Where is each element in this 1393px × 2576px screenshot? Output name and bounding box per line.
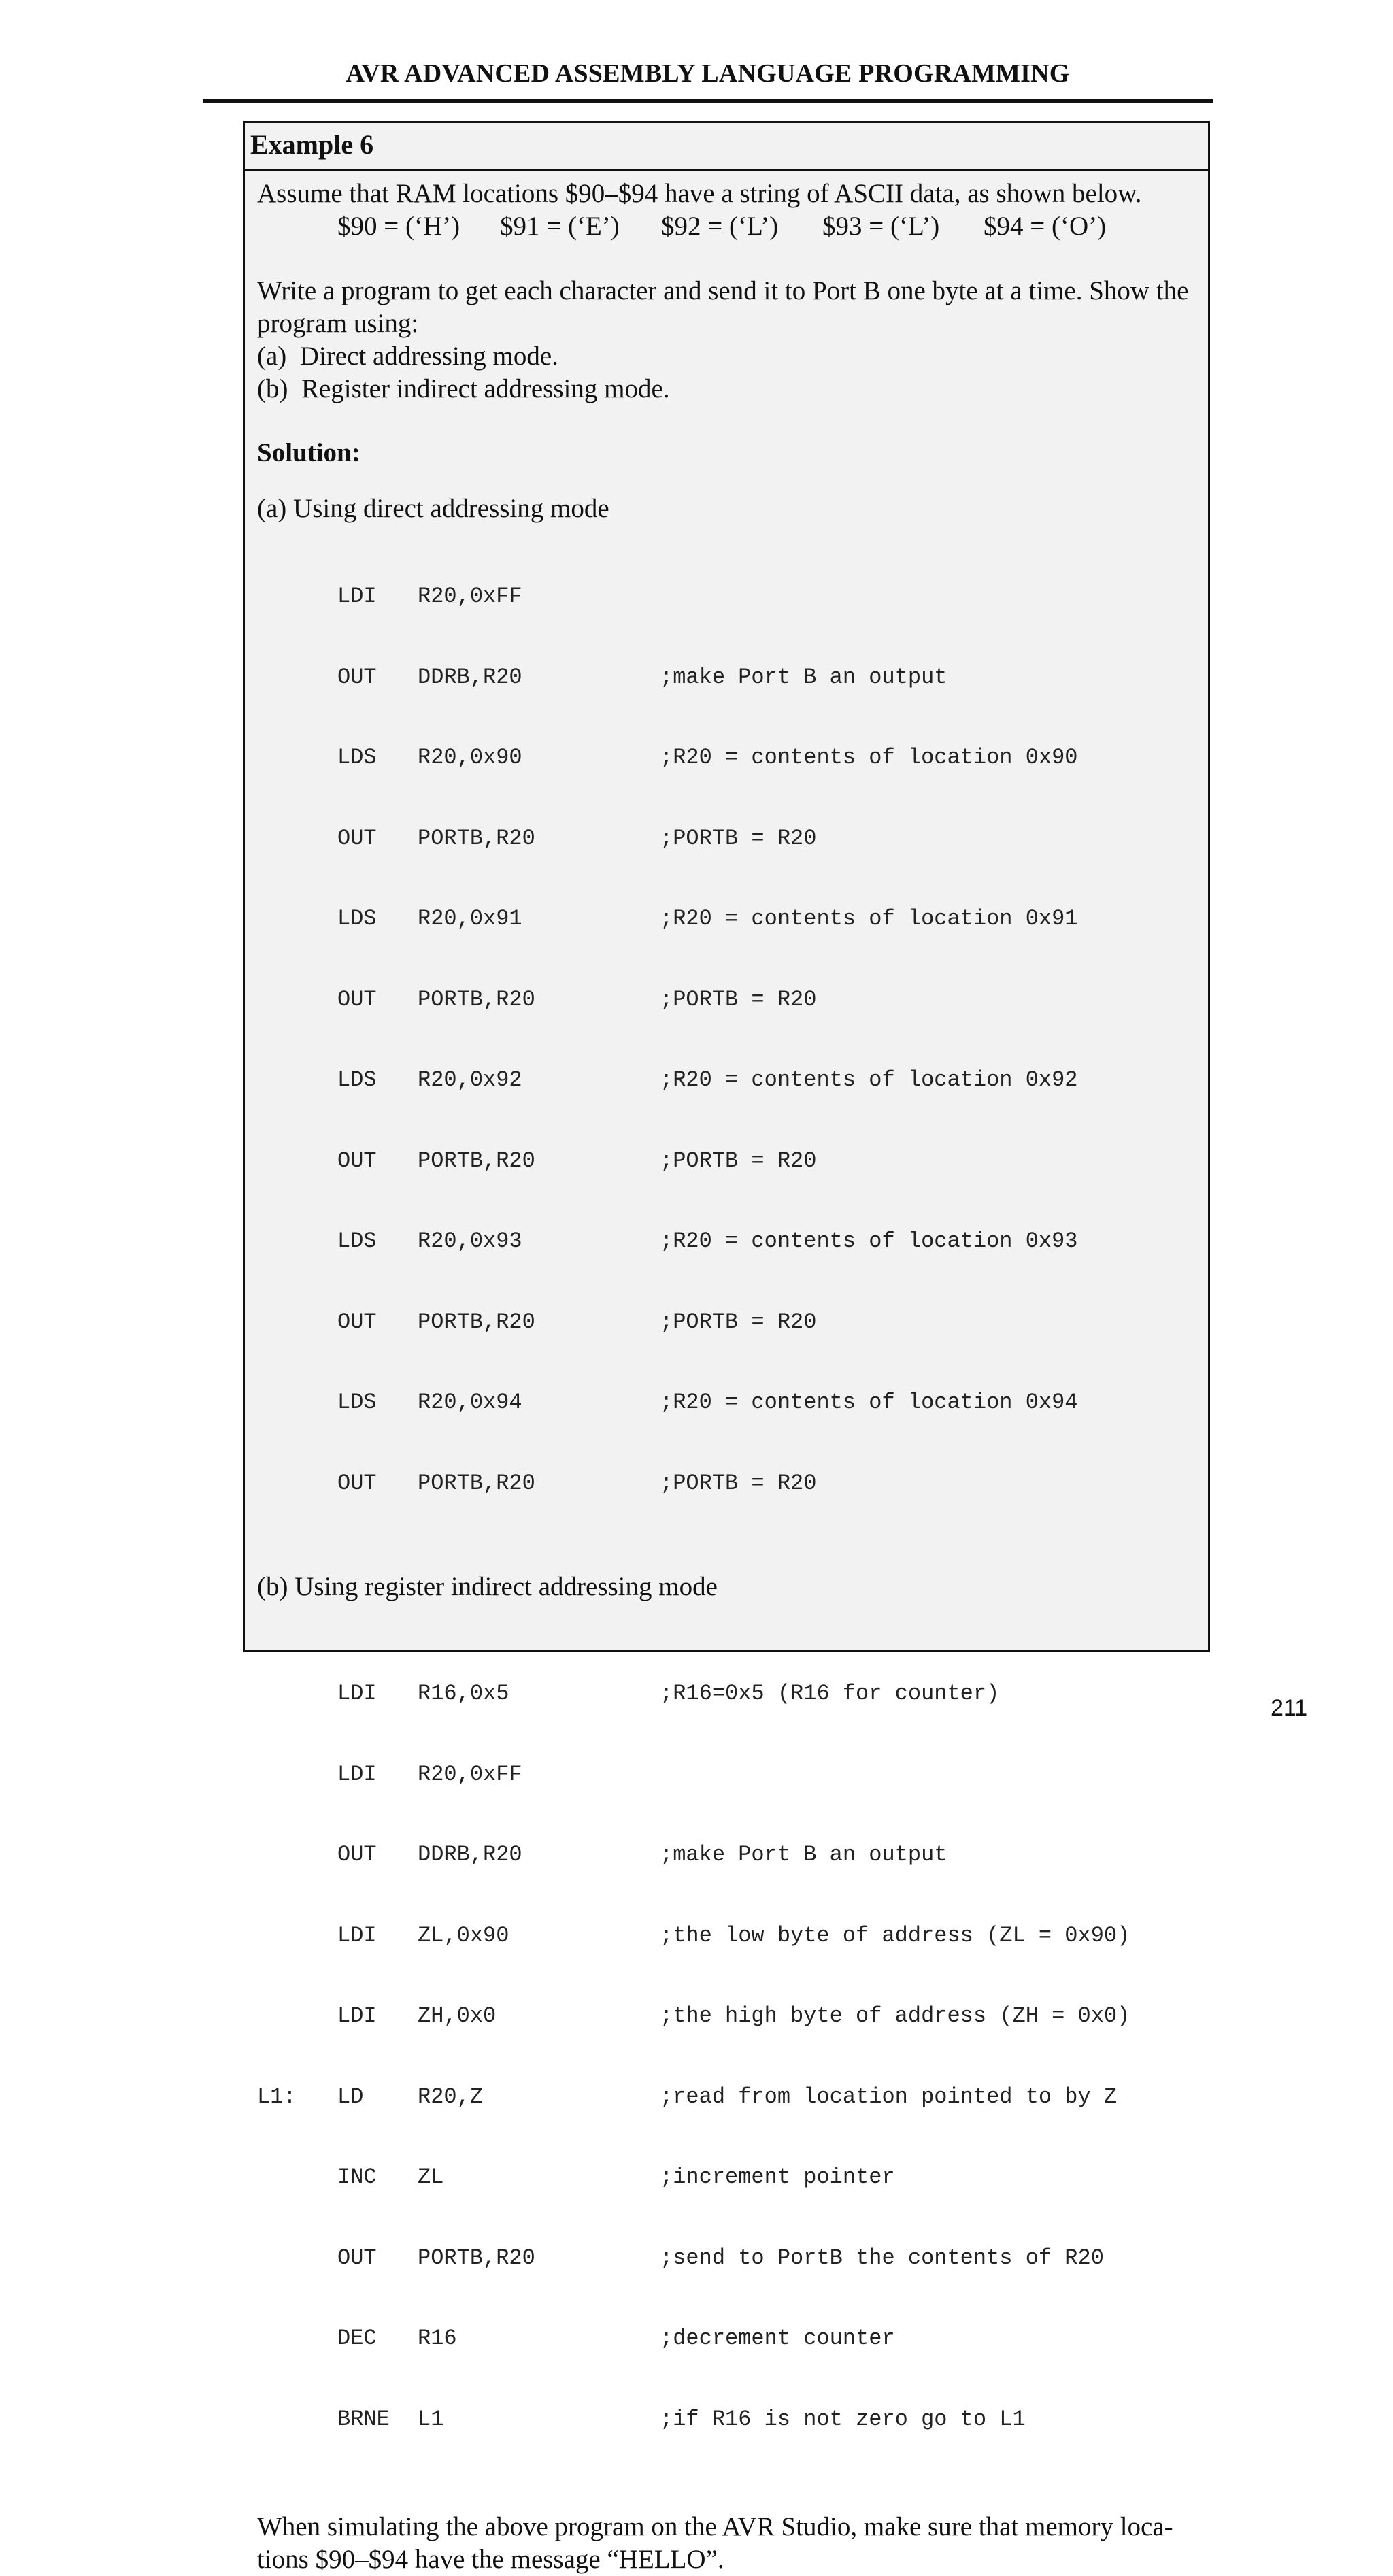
code-line	[257, 2084, 1200, 2111]
code-comment: ;R20 = contents of location 0x94	[660, 1390, 1078, 1415]
example-title: Example 6	[250, 129, 374, 160]
code-comment: ;send to PortB the contents of R20	[660, 2245, 1104, 2271]
code-line	[257, 1470, 1200, 1497]
code-operands: ZL,0x90	[418, 1922, 509, 1948]
code-operands: ZL	[418, 2164, 444, 2190]
code-operands: PORTB,R20	[418, 825, 535, 851]
address-item: $94 = (‘O’)	[984, 212, 1107, 241]
code-line	[257, 2245, 1200, 2272]
code-line	[257, 1067, 1200, 1094]
code-line	[257, 1841, 1200, 1869]
code-comment: ;R20 = contents of location 0x92	[660, 1067, 1078, 1092]
code-comment: ;R20 = contents of location 0x93	[660, 1228, 1078, 1254]
example-content	[257, 178, 1200, 2574]
code-opcode: BRNE	[337, 2406, 390, 2432]
code-comment: ;the low byte of address (ZL = 0x90)	[660, 1922, 1130, 1948]
code-comment: ;decrement counter	[660, 2326, 895, 2351]
code-comment: ;the high byte of address (ZH = 0x0)	[660, 2003, 1130, 2028]
code-operands: R20,Z	[418, 2084, 484, 2109]
code-operands: PORTB,R20	[418, 1309, 535, 1335]
code-opcode: LDS	[337, 745, 377, 770]
code-comment: ;R20 = contents of location 0x90	[660, 745, 1078, 770]
address-item: $90 = (‘H’)	[337, 212, 460, 241]
code-operands: PORTB,R20	[418, 1148, 535, 1173]
code-operands: PORTB,R20	[418, 1470, 535, 1496]
code-operands: PORTB,R20	[418, 2245, 535, 2271]
code-opcode: LDI	[337, 1761, 377, 1787]
code-line	[257, 1309, 1200, 1336]
code-comment: ;PORTB = R20	[660, 1309, 817, 1335]
code-comment: ;R20 = contents of location 0x91	[660, 906, 1078, 931]
code-operands: R16	[418, 2326, 457, 2351]
code-opcode: LD	[337, 2084, 364, 2109]
code-block-b	[257, 1626, 1200, 2486]
code-line	[257, 1761, 1200, 1788]
code-line	[257, 2325, 1200, 2352]
code-line	[257, 583, 1200, 610]
code-operands: DDRB,R20	[418, 664, 522, 690]
code-block-a	[257, 529, 1200, 1550]
code-opcode: LDI	[337, 584, 377, 609]
code-opcode: LDS	[337, 1390, 377, 1415]
code-line	[257, 1389, 1200, 1416]
address-list	[257, 210, 1200, 243]
code-operands: L1	[418, 2406, 444, 2432]
code-operands: R20,0x91	[418, 906, 522, 931]
code-opcode: LDS	[337, 1228, 377, 1254]
code-operands: R20,0x94	[418, 1390, 522, 1415]
task-text-line1: Write a program to get each character and send it to Port B one byte at a time. Show the	[257, 276, 1189, 305]
code-line	[257, 1148, 1200, 1175]
code-line	[257, 2406, 1200, 2433]
code-line	[257, 1922, 1200, 1950]
running-head: AVR ADVANCED ASSEMBLY LANGUAGE PROGRAMMING	[346, 59, 1070, 88]
closing-text-line1: When simulating the above program on the AVR Studio, make sure that memory loca-	[257, 2512, 1173, 2541]
example-title-bar	[245, 123, 1208, 171]
code-label: L1:	[257, 2084, 297, 2109]
address-item: $91 = (‘E’)	[500, 212, 620, 241]
code-line	[257, 905, 1200, 933]
intro-text: Assume that RAM locations $90–$94 have a string of ASCII data, as shown below.	[257, 179, 1142, 208]
code-comment: ;increment pointer	[660, 2164, 895, 2190]
page-number: 211	[1271, 1695, 1308, 1721]
option-a: (a) Direct addressing mode.	[257, 341, 558, 371]
code-operands: R20,0x93	[418, 1228, 522, 1254]
code-line	[257, 1228, 1200, 1255]
code-operands: PORTB,R20	[418, 986, 535, 1012]
header-rule	[203, 99, 1213, 103]
part-b-heading: (b) Using register indirect addressing mode	[257, 1572, 718, 1601]
solution-heading: Solution:	[257, 438, 360, 467]
code-line	[257, 2164, 1200, 2191]
code-line	[257, 1680, 1200, 1707]
option-b: (b) Register indirect addressing mode.	[257, 374, 670, 403]
code-opcode: LDI	[337, 1922, 377, 1948]
example-box	[243, 121, 1210, 2574]
code-opcode: OUT	[337, 1148, 377, 1173]
code-comment: ;R16=0x5 (R16 for counter)	[660, 1681, 1000, 1706]
code-comment: ;make Port B an output	[660, 664, 947, 690]
code-line	[257, 2003, 1200, 2030]
code-opcode: OUT	[337, 1309, 377, 1335]
address-item: $92 = (‘L’)	[661, 212, 779, 241]
address-item: $93 = (‘L’)	[822, 212, 940, 241]
code-line	[257, 986, 1200, 1014]
code-opcode: OUT	[337, 1470, 377, 1496]
code-opcode: OUT	[337, 2245, 377, 2271]
code-comment: ;if R16 is not zero go to L1	[660, 2406, 1026, 2432]
code-comment: ;PORTB = R20	[660, 1470, 817, 1496]
code-operands: R20,0x92	[418, 1067, 522, 1092]
code-opcode: OUT	[337, 825, 377, 851]
code-opcode: LDS	[337, 906, 377, 931]
part-a-heading: (a) Using direct addressing mode	[257, 494, 609, 523]
code-operands: DDRB,R20	[418, 1842, 522, 1867]
code-comment: ;PORTB = R20	[660, 1148, 817, 1173]
code-line	[257, 744, 1200, 771]
code-operands: R16,0x5	[418, 1681, 509, 1706]
code-line	[257, 664, 1200, 691]
code-line	[257, 825, 1200, 852]
code-comment: ;read from location pointed to by Z	[660, 2084, 1118, 2109]
code-comment: ;make Port B an output	[660, 1842, 947, 1867]
code-comment: ;PORTB = R20	[660, 986, 817, 1012]
code-operands: R20,0xFF	[418, 1761, 522, 1787]
code-opcode: LDS	[337, 1067, 377, 1092]
closing-text-line2: tions $90–$94 have the message “HELLO”.	[257, 2545, 724, 2574]
code-opcode: OUT	[337, 664, 377, 690]
code-operands: R20,0xFF	[418, 584, 522, 609]
code-opcode: OUT	[337, 986, 377, 1012]
code-opcode: LDI	[337, 1681, 377, 1706]
code-opcode: INC	[337, 2164, 377, 2190]
code-operands: ZH,0x0	[418, 2003, 497, 2028]
code-opcode: DEC	[337, 2326, 377, 2351]
code-operands: R20,0x90	[418, 745, 522, 770]
code-comment: ;PORTB = R20	[660, 825, 817, 851]
code-opcode: OUT	[337, 1842, 377, 1867]
code-opcode: LDI	[337, 2003, 377, 2028]
task-text-line2: program using:	[257, 309, 419, 338]
